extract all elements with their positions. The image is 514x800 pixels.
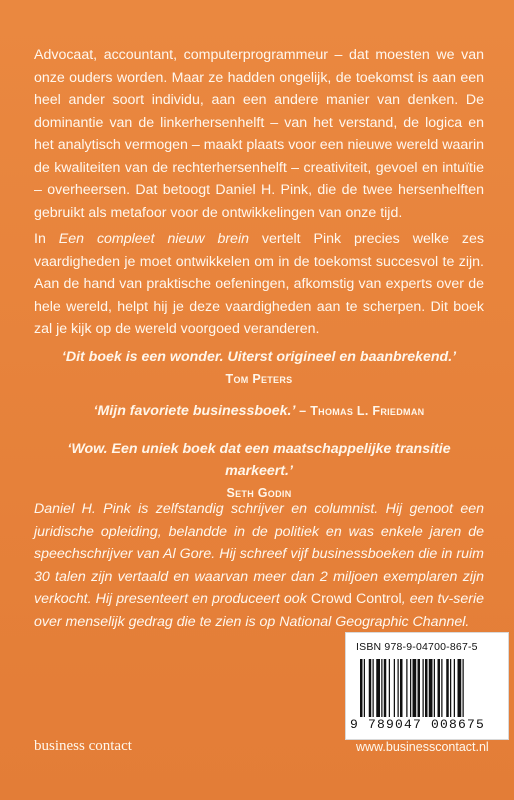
barcode-label <box>345 632 509 740</box>
quote-3 <box>34 438 484 504</box>
quote-3-author: Seth Godin <box>226 486 292 500</box>
quote-2-text: ‘Mijn favoriete businessboek.’ <box>93 403 296 419</box>
author-bio <box>34 498 484 633</box>
barcode-bar <box>450 659 451 717</box>
barcode-bar <box>438 659 441 717</box>
barcode-bar <box>389 659 390 717</box>
barcode-bar <box>394 659 395 717</box>
blurb-paragraph-2-rest: vertelt Pink precies welke zes vaardigheden je moet ontwikkelen om in de toekomst succesvol te zijn. Aan de hand van praktische oefeningen, afkomstig van experts over de hele wereld, helpt hij je deze vaardigheden aan te scherpen. Dit boek zal je kijk op de wereld voorgoed veranderen. <box>34 231 484 337</box>
barcode-bar <box>413 659 417 717</box>
barcode-bar <box>425 659 428 717</box>
barcode-bar <box>360 659 363 717</box>
blurb-paragraph-2 <box>34 228 484 341</box>
quote-3-text: ‘Wow. Een uniek boek dat een maatschappelijke transitie markeert.’ <box>67 441 451 479</box>
quote-2 <box>34 400 484 422</box>
barcode-bar <box>398 659 399 717</box>
barcode-bar <box>406 659 407 717</box>
barcode-bar <box>441 659 442 717</box>
quote-1-author: Tom Peters <box>225 372 293 386</box>
tv-show-name: Crowd Control <box>310 591 402 607</box>
barcode-bar <box>418 659 421 717</box>
publisher-website: www.businesscontact.nl <box>356 740 489 754</box>
barcode-bar <box>454 659 455 717</box>
blurb-paragraph-2-prefix: In <box>34 231 59 247</box>
barcode-bar <box>463 659 464 717</box>
quote-2-author: Thomas L. Friedman <box>310 404 425 418</box>
quote-2-separator: – <box>295 404 311 418</box>
barcode-bar <box>400 659 403 717</box>
book-title: Een compleet nieuw brein <box>58 231 249 247</box>
quote-1 <box>34 346 484 390</box>
barcode-bar <box>381 659 382 717</box>
barcode-bar <box>423 659 424 717</box>
barcode-bar <box>384 659 387 717</box>
author-bio-part-2: , een tv-serie over menselijk gedrag die te zien is op National Geographic Channel. <box>34 591 484 630</box>
barcode-bar <box>429 659 433 717</box>
barcode-icon <box>360 659 494 717</box>
barcode-bar <box>373 659 374 717</box>
barcode-bar <box>446 659 449 717</box>
ean-digits: 9 789047 008675 <box>350 717 486 732</box>
barcode-bar <box>369 659 372 717</box>
barcode-bar <box>458 659 462 717</box>
author-bio-part-1: Daniel H. Pink is zelfstandig schrijver en columnist. Hij genoot een juridische opleiding, belandde in de politiek en was enkele jaren de speechschrijver van Al Gore. Hij schreef vijf businessboeken die in ruim 30 talen zijn vertaald en waarvan meer dan 2 miljoen exemplaren zijn verkocht. Hij presenteert en produceert ook <box>34 501 484 607</box>
barcode-bar <box>434 659 435 717</box>
barcode-bar <box>376 659 380 717</box>
barcode-bar <box>410 659 411 717</box>
quote-1-text: ‘Dit boek is een wonder. Uiterst origineel en baanbrekend.’ <box>61 349 457 365</box>
barcode-bar <box>364 659 365 717</box>
isbn-text: ISBN 978-9-04700-867-5 <box>356 641 478 653</box>
blurb-paragraph-1: Advocaat, accountant, computerprogrammeur – dat moesten we van onze ouders worden. Maar ze hadden ongelijk, de toekomst is aan een heel ander soort individu, aan een andere manier van denken. De dominantie van de linkerhersenhelft – van het verstand, de logica en het analytisch vermogen – maakt plaats voor een nieuwe wereld waarin de kwaliteiten van de rechterhersenhelft – creativiteit, gevoel en intuïtie – overheersen. Dat betoogt Daniel H. Pink, die de twee hersenhelften gebruikt als metafoor voor de ontwikkelingen van onze tijd. <box>34 47 484 221</box>
publisher-logo: business contact <box>34 738 132 754</box>
